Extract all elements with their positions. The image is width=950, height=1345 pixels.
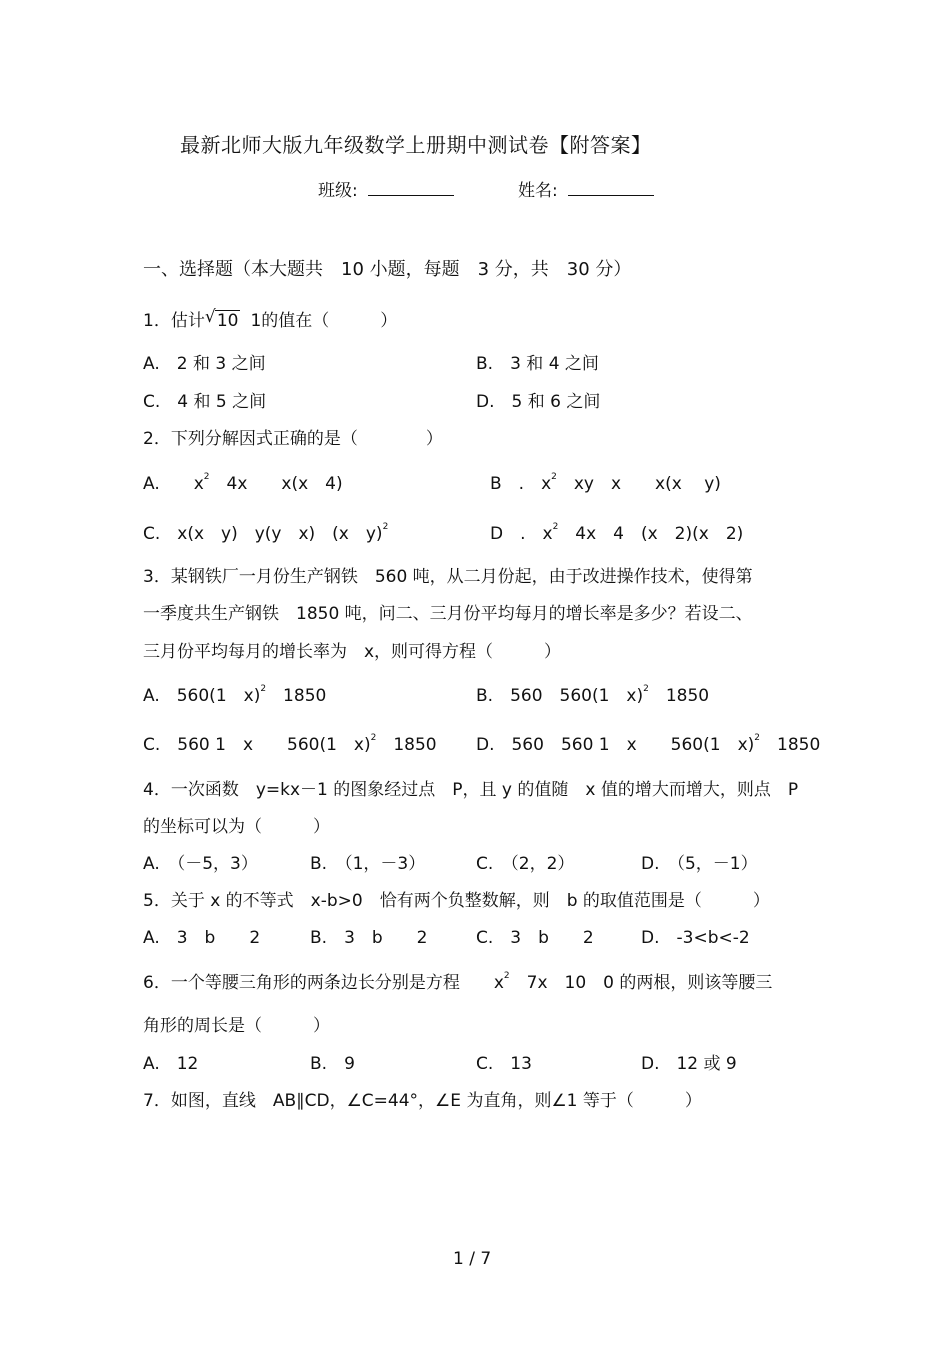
q2-a-post: 4x x(x 4) (209, 474, 343, 494)
q4-option-a: A. （－5，3） (143, 854, 258, 874)
q3-option-b (476, 681, 709, 706)
page-number: 1 / 7 (453, 1249, 492, 1269)
question-3-line-2: 一季度共生产钢铁 1850 吨，问二、三月份平均每月的增长率是多少？若设二、 (143, 604, 753, 624)
q5-option-c: C. 3 b 2 (476, 928, 594, 948)
page-title: 最新北师大版九年级数学上册期中测试卷【附答案】 (180, 133, 652, 157)
q3-a-post: 1850 (266, 686, 327, 706)
q2-b-pre: B . x (490, 474, 552, 494)
q1-option-c: C. 4 和 5 之间 (143, 392, 267, 412)
q4-option-d: D. （5，－1） (641, 854, 758, 874)
q3-a-exp: 2 (260, 684, 267, 695)
q2-c-pre: C. x(x y) y(y x) (x y) (143, 524, 383, 544)
q1-pre: 1．估计 (143, 311, 205, 331)
q2-b-post: xy x x(x y) (556, 474, 721, 494)
q2-d-post: 4x 4 (x 2)(x 2) (558, 524, 744, 544)
question-5-stem: 5．关于 x 的不等式 x-b>0 恰有两个负整数解，则 b 的取值范围是（ ） (143, 891, 770, 911)
question-3-line-3: 三月份平均每月的增长率为 x，则可得方程（ ） (143, 642, 562, 662)
q2-option-c (143, 519, 388, 544)
q3-option-d (476, 730, 820, 755)
question-2-stem: 2．下列分解因式正确的是（ ） (143, 429, 443, 449)
q3-c-pre: C. 560 1 x 560(1 x) (143, 735, 371, 755)
q1-option-d: D. 5 和 6 之间 (476, 392, 601, 412)
q3-c-exp: 2 (370, 733, 377, 744)
question-3-line-1: 3．某钢铁厂一月份生产钢铁 560 吨，从二月份起，由于改进操作技术，使得第 (143, 567, 753, 587)
q2-b-exp: 2 (551, 472, 557, 483)
q6-option-c: C. 13 (476, 1054, 532, 1074)
q1-radicand: 10 (216, 311, 239, 331)
q3-d-exp: 2 (754, 733, 760, 744)
question-6-line-2: 角形的周长是（ ） (143, 1016, 330, 1036)
question-7-stem: 7．如图，直线 AB∥CD，∠C=44°，∠E 为直角，则∠1 等于（ ） (143, 1091, 702, 1111)
sqrt-symbol: √ 10 (204, 307, 239, 331)
name-field (518, 176, 654, 201)
q1-option-a: A. 2 和 3 之间 (143, 354, 266, 374)
q2-d-pre: D . x (490, 524, 553, 544)
q5-option-b: B. 3 b 2 (310, 928, 428, 948)
q3-b-exp: 2 (643, 684, 649, 695)
q2-d-exp: 2 (552, 522, 559, 533)
name-label: 姓名: (518, 181, 558, 201)
q6-exp: 2 (503, 971, 510, 982)
q1-post: 1的值在（ ） (250, 311, 398, 331)
q2-a-exp: 2 (203, 472, 210, 483)
q6-option-b: B. 9 (310, 1054, 355, 1074)
class-field (318, 176, 454, 201)
q6-l1-post: 7x 10 0 的两根，则该等腰三 (509, 973, 773, 993)
q4-option-b: B. （1，－3） (310, 854, 426, 874)
q3-d-pre: D. 560 560 1 x 560(1 x) (476, 735, 755, 755)
q2-option-a (143, 469, 343, 494)
q3-a-pre: A. 560(1 x) (143, 686, 261, 706)
q2-option-b (490, 469, 721, 494)
q3-b-pre: B. 560 560(1 x) (476, 686, 644, 706)
q1-option-b: B. 3 和 4 之间 (476, 354, 599, 374)
question-4-line-2: 的坐标可以为（ ） (143, 817, 330, 837)
q3-d-post: 1850 (760, 735, 821, 755)
question-4-line-1: 4．一次函数 y=kx－1 的图象经过点 P，且 y 的值随 x 值的增大而增大，则点 P (143, 780, 799, 800)
q3-option-c (143, 730, 437, 755)
q4-option-c: C. （2，2） (476, 854, 575, 874)
class-label: 班级: (318, 181, 358, 201)
q6-l1-pre: 6．一个等腰三角形的两条边长分别是方程 x (143, 973, 504, 993)
q2-c-exp: 2 (382, 522, 389, 533)
q3-option-a (143, 681, 326, 706)
q3-c-post: 1850 (376, 735, 437, 755)
q5-option-a: A. 3 b 2 (143, 928, 261, 948)
section-heading: 一、选择题（本大题共 10 小题，每题 3 分，共 30 分） (143, 259, 632, 280)
q3-b-post: 1850 (648, 686, 710, 706)
class-blank (368, 177, 454, 196)
q6-option-d: D. 12 或 9 (641, 1054, 737, 1074)
q2-a-pre: A. x (143, 474, 204, 494)
question-6-line-1 (143, 968, 772, 993)
name-blank (568, 177, 654, 196)
q2-option-d (490, 519, 743, 544)
question-1-stem (143, 306, 397, 331)
q6-option-a: A. 12 (143, 1054, 199, 1074)
q5-option-d: D. -3<b<-2 (641, 928, 750, 948)
